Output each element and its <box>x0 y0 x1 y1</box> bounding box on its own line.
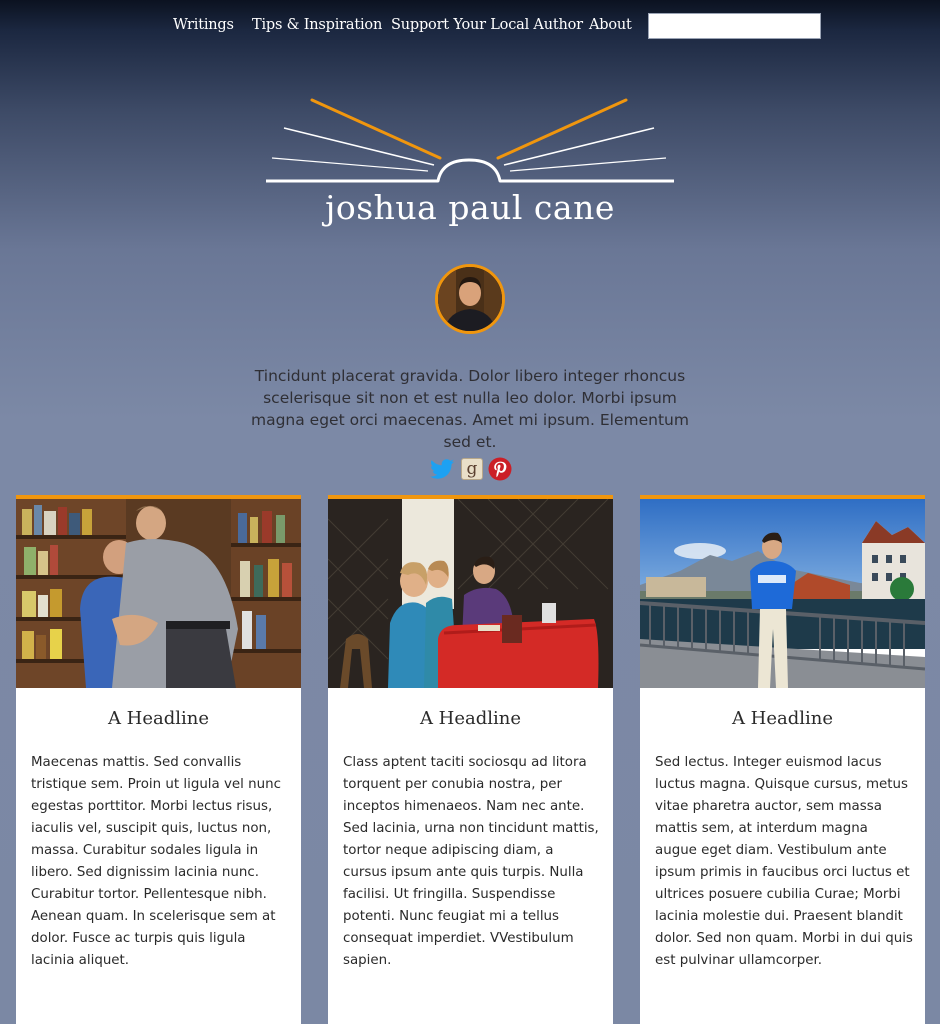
top-nav <box>0 0 940 54</box>
nav-item-about[interactable]: About <box>589 17 632 33</box>
card-bookstore <box>16 495 301 1024</box>
open-book-icon <box>262 92 678 188</box>
twitter-icon[interactable] <box>430 457 456 481</box>
author-avatar <box>435 264 505 334</box>
card-lakeside <box>640 495 925 1024</box>
lakeside-bridge-photo[interactable] <box>640 499 925 688</box>
nav-item-support-local-author[interactable]: Support Your Local Author <box>391 17 583 33</box>
card-book-signing <box>328 495 613 1024</box>
site-title[interactable]: joshua paul cane <box>325 188 615 227</box>
bookstore-hug-photo[interactable] <box>16 499 301 688</box>
nav-item-tips-inspiration[interactable]: Tips & Inspiration <box>252 17 383 33</box>
card-body-text: Maecenas mattis. Sed convallis tristique sem. Proin ut ligula vel nunc egestas porttitor. Morbi lectus risus, iaculis vel, suscipit quis, luctus non, massa. Curabitur sodales ligula in libero. Sed dignissim lacinia nunc. Curabitur tortor. Pellentesque nibh. Aenean quam. In scelerisque sem at dolor. Fusce ac turpis quis ligula lacinia aliquet. <box>31 755 281 968</box>
goodreads-icon[interactable]: g <box>461 458 483 480</box>
pinterest-icon[interactable] <box>488 457 512 481</box>
card-headline: A Headline <box>419 708 522 729</box>
card-body-text: Sed lectus. Integer euismod lacus luctus magna. Quisque cursus, metus vitae pharetra auctor, sem massa mattis sem, at interdum magna augue eget diam. Vestibulum ante ipsum primis in faucibus orci luctus et ultrices posuere cubilia Curae; Morbi lacinia molestie dui. Praesent blandit dolor. Sed non quam. Morbi in dui quis est pulvinar ullamcorper. <box>655 755 913 968</box>
card-headline: A Headline <box>107 708 210 729</box>
nav-item-writings[interactable]: Writings <box>173 17 234 33</box>
card-headline: A Headline <box>731 708 834 729</box>
card-body-text: Class aptent taciti sociosqu ad litora torquent per conubia nostra, per inceptos himenaeos. Nam nec ante. Sed lacinia, urna non tincidunt mattis, tortor neque adipiscing diam, a cursus ipsum ante quis turpis. Nulla facilisi. Ut fringilla. Suspendisse potenti. Nunc feugiat mi a tellus consequat imperdiet. VVestibulum sapien. <box>343 755 599 968</box>
author-portrait <box>438 267 502 331</box>
book-signing-table-photo[interactable] <box>328 499 613 688</box>
intro-text: Tincidunt placerat gravida. Dolor libero integer rhoncus scelerisque sit non et est nulla leo dolor. Morbi ipsum magna eget orci maecenas. Amet mi ipsum. Elementum sed et. <box>251 366 689 451</box>
search-input[interactable] <box>648 13 821 39</box>
